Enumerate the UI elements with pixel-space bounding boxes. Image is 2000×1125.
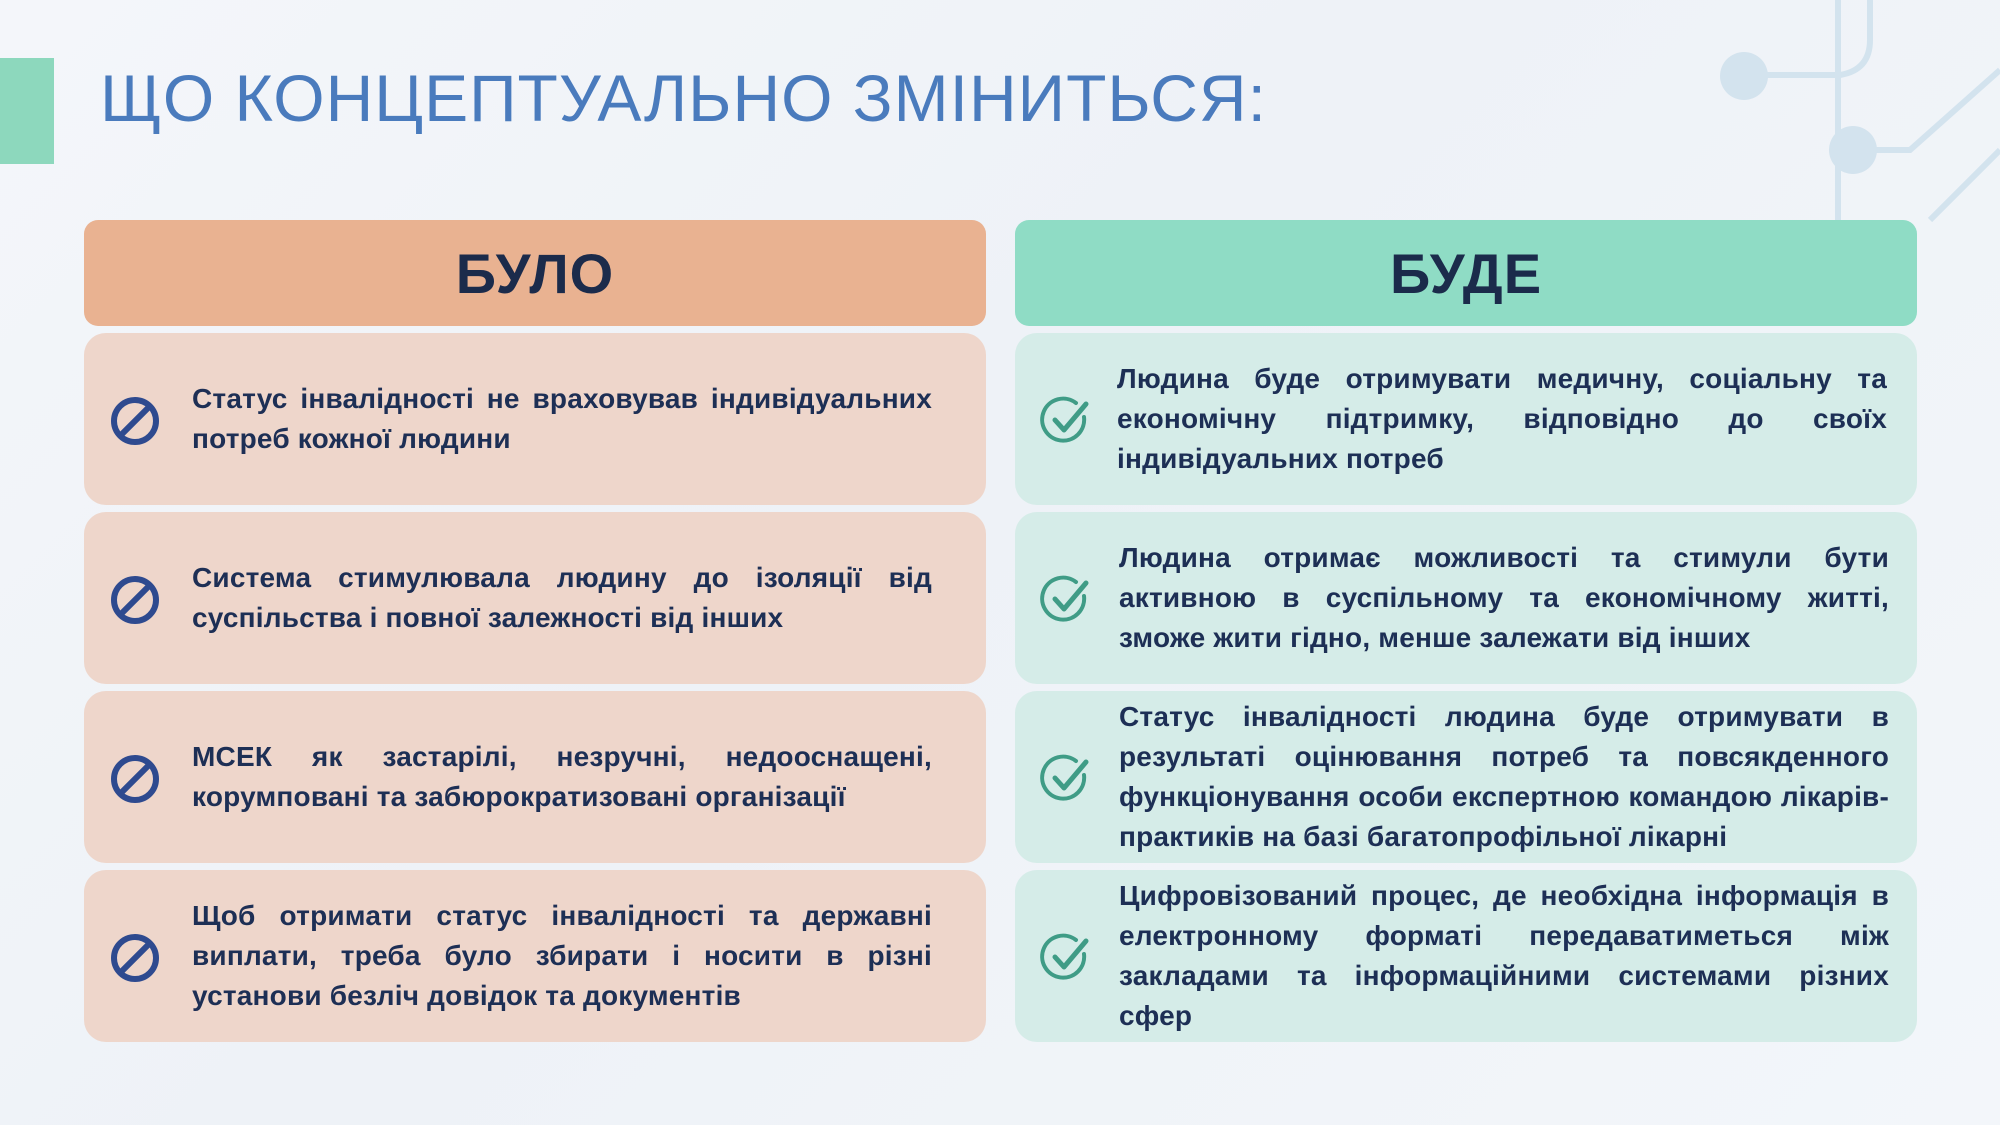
checkmark-circle-icon [1040, 574, 1092, 626]
prohibited-icon [109, 753, 161, 805]
before-item [84, 333, 986, 505]
before-item [84, 512, 986, 684]
before-item [84, 691, 986, 863]
checkmark-circle-icon [1040, 753, 1092, 805]
after-item-text: Цифровізований процес, де необхідна інформація в електронному форматі передаватиметься між закладами та інформаційними системами різних сфер [1119, 880, 1889, 1031]
prohibited-icon [109, 574, 161, 626]
before-column [84, 220, 986, 1042]
after-item-text: Людина буде отримувати медичну, соціальну та економічну підтримку, відповідно до своїх індивідуальних потреб [1117, 363, 1887, 474]
before-header: БУЛО [84, 220, 986, 326]
before-item-text: Система стимулювала людину до ізоляції від суспільства і повної залежності від інших [192, 562, 932, 633]
after-column [1015, 220, 1917, 1042]
checkmark-circle-icon [1040, 395, 1092, 447]
checkmark-circle-icon [1040, 932, 1092, 984]
before-item-text: МСЕК як застарілі, незручні, недооснащені, корумповані та забюрократизовані організації [192, 741, 932, 812]
before-item [84, 870, 986, 1042]
after-item [1015, 333, 1917, 505]
after-item [1015, 870, 1917, 1042]
before-item-text: Статус інвалідності не враховував індивідуальних потреб кожної людини [192, 383, 932, 454]
after-item [1015, 512, 1917, 684]
after-item-text: Статус інвалідності людина буде отримувати в результаті оцінювання потреб та повсякденного функціонування особи експертною командою лікарів-практиків на базі багатопрофільної лікарні [1119, 701, 1889, 852]
accent-bar [0, 58, 54, 164]
after-item-text: Людина отримає можливості та стимули бути активною в суспільному та економічному житті, зможе жити гідно, менше залежати від інших [1119, 542, 1889, 653]
prohibited-icon [109, 932, 161, 984]
page-title: ЩО КОНЦЕПТУАЛЬНО ЗМІНИТЬСЯ: [100, 61, 1267, 135]
before-item-text: Щоб отримати статус інвалідності та державні виплати, треба було збирати і носити в різні установи безліч довідок та документів [192, 900, 932, 1011]
prohibited-icon [109, 395, 161, 447]
after-item [1015, 691, 1917, 863]
after-header: БУДЕ [1015, 220, 1917, 326]
